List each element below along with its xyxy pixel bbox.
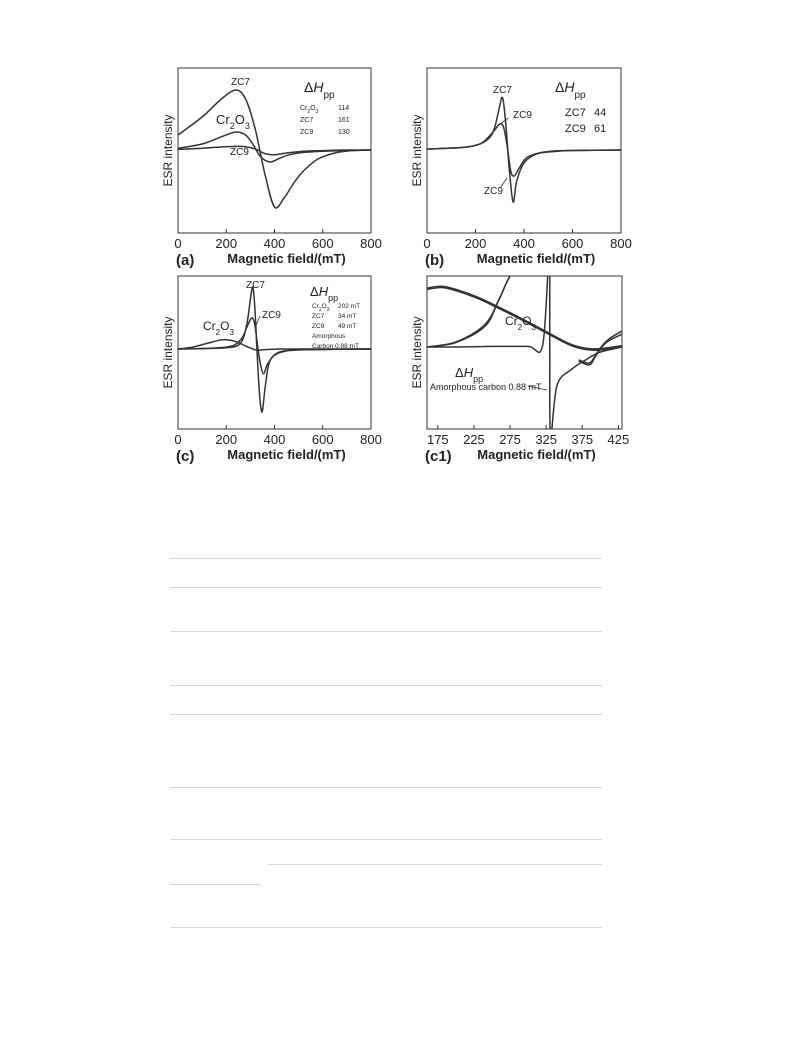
table-rule	[170, 587, 602, 588]
x-tick-label: 800	[360, 432, 382, 447]
panel-label: (b)	[425, 252, 445, 269]
esr-figure	[0, 0, 793, 470]
y-axis-label: ESR intensity	[410, 114, 424, 187]
table-rule	[170, 884, 260, 885]
panel-label: (a)	[176, 252, 195, 269]
panel-label: (c)	[176, 448, 195, 465]
dhpp-amorphous-label: Amorphous	[312, 333, 346, 340]
x-tick-label: 200	[215, 236, 238, 251]
x-tick-label: 400	[513, 236, 535, 251]
x-tick-label: 200	[215, 432, 238, 447]
x-axis-label: Magnetic field/(mT)	[476, 251, 596, 266]
chart-panel-3	[161, 276, 382, 465]
delta-h-pp-heading: $\Delta H_{pp}$	[455, 365, 484, 384]
series-label-zc9: ZC9	[262, 310, 281, 321]
x-tick-label: 600	[561, 236, 584, 251]
x-axis-label: Magnetic field/(mT)	[227, 447, 346, 462]
x-tick-label: 600	[311, 432, 334, 447]
chart-panel-1	[161, 68, 382, 269]
series-label-zc9: ZC9	[513, 110, 532, 121]
x-tick-label: 225	[463, 432, 485, 447]
series-label-cr2o3: $Cr_2O_3$	[216, 112, 250, 131]
x-tick-label: 425	[607, 432, 630, 447]
x-tick-label: 0	[174, 432, 182, 447]
x-tick-label: 325	[535, 432, 558, 447]
dhpp-row-value: 44	[594, 107, 607, 119]
series-label-zc7: ZC7	[231, 77, 250, 88]
x-tick-label: 175	[426, 432, 449, 447]
x-axis-label: Magnetic field/(mT)	[477, 447, 596, 462]
dhpp-row-value: 61	[594, 123, 607, 135]
series-label-zc9-lower: ZC9	[484, 186, 503, 197]
table-rule	[170, 927, 602, 928]
series-label-zc7: ZC7	[246, 280, 265, 291]
dhpp-row-label: ZC7	[565, 107, 586, 119]
dhpp-row-label: ZC7	[300, 117, 314, 124]
delta-h-pp-heading: $\Delta H_{pp}$	[304, 79, 335, 101]
plot-frame	[427, 276, 622, 429]
series-label-zc9: ZC9	[230, 147, 249, 158]
dhpp-row-value: 49 mT	[338, 323, 357, 330]
table-rule	[268, 864, 602, 865]
dhpp-row-value: 130	[338, 129, 350, 136]
x-tick-label: 400	[263, 236, 286, 251]
dhpp-row-value: 202 mT	[338, 303, 361, 310]
y-axis-label: ESR intensity	[161, 114, 175, 187]
dhpp-row-label: $Cr_2O_3$	[300, 105, 319, 115]
x-tick-label: 600	[311, 236, 334, 251]
table-rule	[170, 714, 602, 715]
x-tick-label: 0	[423, 236, 431, 251]
leader-line	[500, 178, 507, 188]
series-line-zc9	[178, 146, 371, 154]
x-tick-label: 275	[499, 432, 521, 447]
figure-canvas	[0, 0, 793, 470]
plot-frame	[178, 276, 371, 429]
dhpp-row-label: $Cr_2O_3$	[312, 303, 330, 313]
x-tick-label: 375	[571, 432, 594, 447]
series-line-cr2o3	[178, 132, 371, 162]
table-rule	[170, 685, 602, 686]
delta-h-pp-heading: $\Delta H_{pp}$	[310, 284, 339, 303]
leader-line	[499, 118, 508, 125]
delta-h-pp-heading: $\Delta H_{pp}$	[555, 79, 586, 101]
chart-panel-2	[410, 68, 632, 269]
y-axis-label: ESR intensity	[410, 316, 424, 389]
x-tick-label: 200	[464, 236, 487, 251]
series-label-cr2o3: $Cr_2O_3$	[203, 319, 234, 337]
dhpp-row-value: 34 mT	[338, 313, 357, 320]
series-label-zc7: ZC7	[493, 85, 512, 96]
series-line-amorphous-carbon	[427, 257, 622, 437]
dhpp-row-value: 161	[338, 117, 350, 124]
x-tick-label: 800	[610, 236, 632, 251]
dhpp-row-label: ZC9	[565, 123, 586, 135]
dhpp-row-label: ZC7	[312, 313, 325, 320]
table-rule	[170, 631, 602, 632]
table-rule	[170, 558, 602, 559]
x-tick-label: 0	[174, 236, 182, 251]
x-axis-label: Magnetic field/(mT)	[227, 251, 346, 266]
y-axis-label: ESR intensity	[161, 316, 175, 389]
dhpp-amorphous-value: Carbon 0.88 mT	[312, 343, 359, 350]
dhpp-row-value: 114	[338, 105, 350, 112]
series-line-zc9	[427, 124, 621, 176]
dhpp-row-label: ZC9	[300, 129, 314, 136]
dhpp-row-label: ZC9	[312, 323, 325, 330]
table-rule	[170, 839, 602, 840]
series-label-cr2o3: $Cr_2O_3$	[505, 314, 536, 332]
x-tick-label: 400	[263, 432, 286, 447]
x-tick-label: 800	[360, 236, 382, 251]
table-rule	[170, 787, 602, 788]
panel-label: (c1)	[425, 448, 452, 465]
series-label-amorphous-carbon: Amorphous carbon 0.88 mT	[430, 382, 542, 392]
